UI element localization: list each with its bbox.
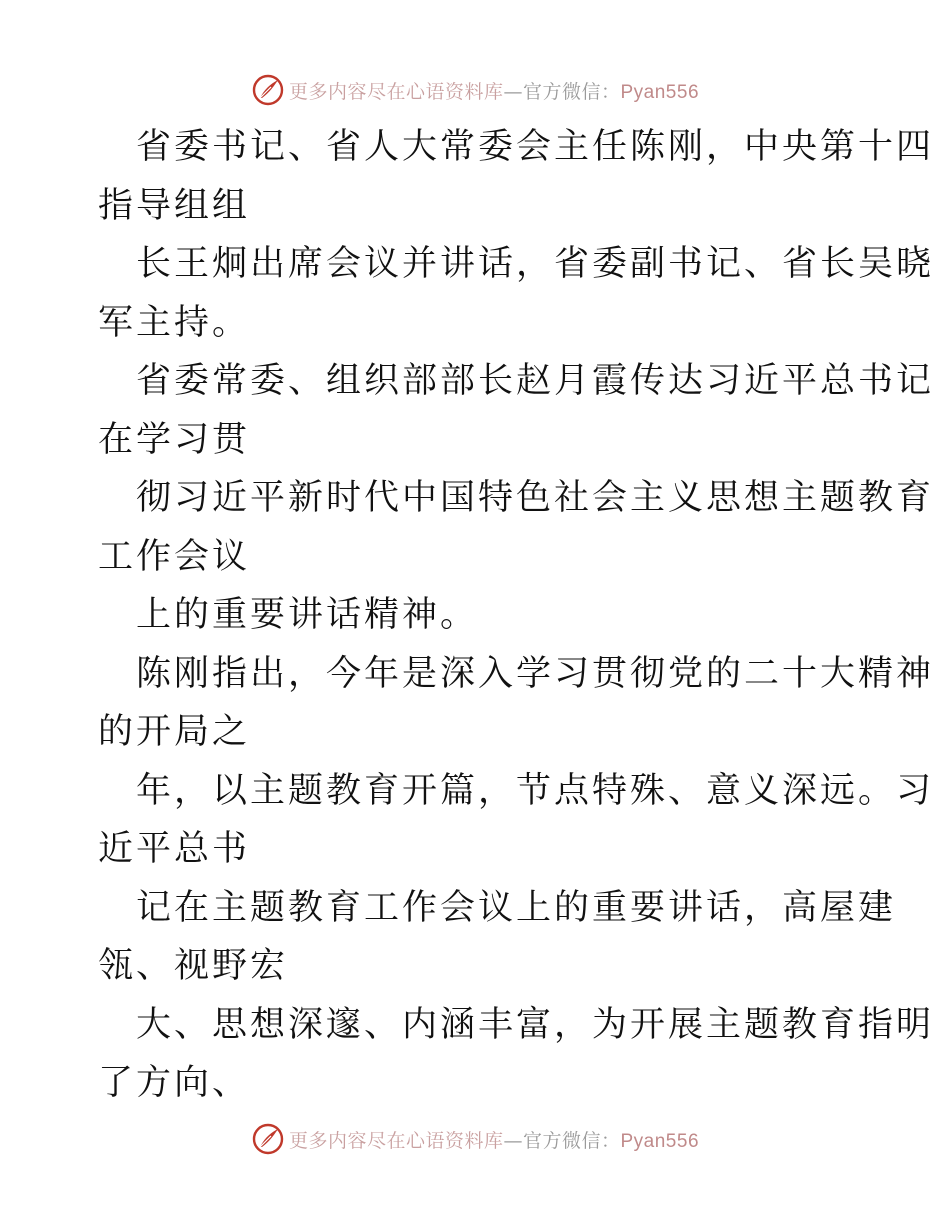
watermark-separator: —	[503, 1129, 523, 1152]
paragraph-line: 省委书记、省人大常委会主任陈刚，中央第十四	[136, 127, 935, 167]
paragraph-line: 省委常委、组织部部长赵月霞传达习近平总书记	[136, 361, 935, 401]
paragraph	[98, 879, 897, 996]
footer-watermark	[0, 1119, 950, 1159]
paragraph-line: 大、思想深邃、内涵丰富，为开展主题教育指明	[136, 1004, 935, 1045]
watermark-account: Pyan556	[620, 1130, 700, 1152]
paragraph-line-continuation: 工作会议	[98, 536, 251, 577]
paragraph-line: 长王炯出席会议并讲话，省委副书记、省长吴晓	[136, 244, 935, 284]
watermark-label: 官方微信：	[522, 1129, 621, 1152]
paragraph	[98, 762, 935, 879]
watermark-prefix: 更多内容尽在心语资料库	[288, 1129, 504, 1152]
paragraph-line-continuation: 瓴、视野宏	[98, 946, 289, 986]
paragraph	[98, 645, 935, 762]
paragraph-line: 陈刚指出，今年是深入学习贯彻党的二十大精神	[136, 653, 935, 694]
watermark-separator: —	[503, 80, 523, 103]
watermark-account: Pyan556	[620, 81, 700, 103]
paragraph-line: 上的重要讲话精神。	[136, 595, 479, 635]
paragraph-line-continuation: 指导组组	[98, 185, 251, 226]
paragraph-line: 年，以主题教育开篇，节点特殊、意义深远。习	[136, 770, 935, 811]
paragraph-line-continuation: 在学习贯	[98, 419, 251, 460]
watermark-text	[289, 1126, 699, 1153]
paragraph-line: 记在主题教育工作会议上的重要讲话，高屋建	[136, 887, 897, 928]
watermark-text	[289, 77, 699, 104]
header-watermark	[0, 70, 950, 110]
paragraph	[98, 235, 935, 352]
paragraph	[98, 352, 935, 469]
paragraph	[98, 996, 935, 1113]
paragraph	[98, 118, 935, 235]
paragraph-line-continuation: 的开局之	[98, 712, 251, 752]
document-body	[98, 118, 935, 1113]
feather-pen-logo-icon	[251, 1122, 285, 1156]
paragraph	[98, 586, 858, 645]
paragraph-line-continuation: 军主持。	[98, 302, 251, 343]
watermark-prefix: 更多内容尽在心语资料库	[288, 80, 504, 103]
paragraph-line-continuation: 近平总书	[98, 829, 251, 869]
feather-pen-logo-icon	[251, 73, 285, 107]
paragraph	[98, 469, 935, 586]
paragraph-line: 彻习近平新时代中国特色社会主义思想主题教育	[136, 478, 935, 518]
paragraph-line-continuation: 了方向、	[98, 1063, 251, 1103]
watermark-label: 官方微信：	[522, 80, 621, 103]
